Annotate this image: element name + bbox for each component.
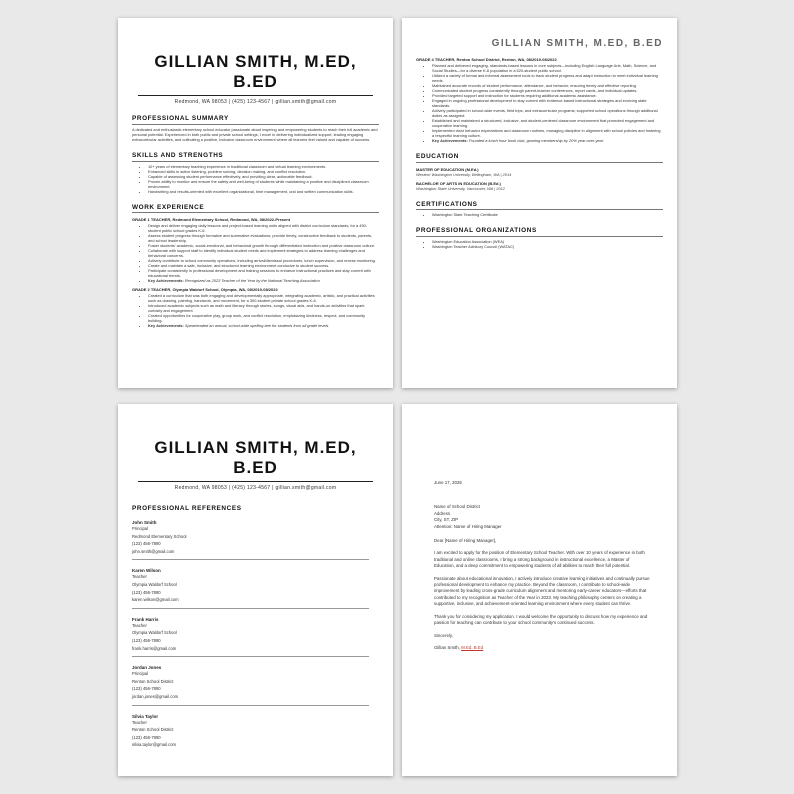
cover-letter-page [402, 404, 677, 776]
references-heading: PROFESSIONAL REFERENCES [132, 505, 242, 512]
address-line: Name of School District [434, 504, 480, 510]
reference-divider [132, 705, 369, 706]
letter-greeting: Dear [Name of Hiring Manager], [434, 538, 497, 544]
degree-school: Western Washington University, Bellingham, WA | 2014 [416, 171, 512, 177]
duty-item: • Foster students' academic, social-emotional, and behavioral growth through differentiated instruction and positive classroom culture. [148, 243, 379, 248]
reference-name: John Smith [132, 520, 157, 525]
duty-item: • Created opportunities for cooperative play, group work, and conflict resolution, emphasizing kindness, respect, and community building. [148, 313, 379, 323]
duty-item: • Participate consistently in professional development and training sessions to enhance instructional practices and stay current with educational trends. [148, 268, 379, 278]
duty-item: • Introduced academic subjects such as math and literacy through stories, songs, visual aids, and hands-on activities that spark curiosity and engagement. [148, 303, 379, 313]
key-achievement [148, 278, 379, 283]
duty-item: • Create and maintain a safe, inclusive, and structured learning environment conducive to student success. [148, 263, 379, 268]
letter-paragraph: I am excited to apply for the position of Elementary School Teacher. With over 10 years of experience in both traditional and online classrooms, I bring a strong background in instructional excellence, a Master of Education, and a deep commitment to empowering students of all abilities to reach their full potential. [434, 550, 645, 569]
duty-item: • Collaborate with support staff to identify individual student needs and implement strategies to address learning challenges and behavioral concerns. [148, 248, 379, 258]
reference-entry [132, 617, 379, 657]
duty-item: • Actively participated in school-wide events, field trips, and extracurricular programs; supported school operations through additional duties as assigned. [432, 108, 663, 118]
organizations-list [416, 239, 663, 249]
resume-name: GILLIAN SMITH, M.ED, B.ED [154, 52, 357, 91]
section-divider [416, 209, 663, 210]
reference-entry [132, 520, 379, 560]
resume-contact: Redmond, WA 98053 | (425) 123-4567 | gillian.smith@gmail.com [174, 99, 337, 105]
duty-item: • Actively contribute to school community operations, including arrival/dismissal procedures, lunch supervision, and recess monitoring. [148, 258, 379, 263]
address-line: Attention: Name of Hiring Manager [434, 523, 502, 529]
skills-list [132, 164, 379, 194]
job-title: GRADE 1 TEACHER, Redmond Elementary School, Redmond, WA, 08/2022-Present [132, 217, 291, 223]
resume-page-2 [402, 18, 677, 388]
reference-email: john.smith@gmail.com [132, 548, 175, 554]
skills-heading: SKILLS AND STRENGTHS [132, 152, 224, 160]
duty-item: • Implemented clear behavior expectations and classroom routines, managing discipline in alignment with school policies and fostering a respectful learning culture. [432, 128, 663, 138]
reference-phone: (123) 456-7890 [132, 686, 161, 692]
summary-heading: PROFESSIONAL SUMMARY [132, 115, 229, 122]
ka-label: Key Achievements: [148, 278, 184, 284]
reference-role: Teacher [132, 622, 147, 628]
reference-org: Renton School District [132, 727, 174, 733]
reference-divider [132, 559, 369, 560]
organization-item: • Washington Teacher Advisory Council (WATAC) [432, 244, 663, 249]
certifications-heading: CERTIFICATIONS [416, 200, 478, 208]
reference-role: Teacher [132, 574, 147, 580]
key-achievement [148, 323, 379, 328]
job-duties [132, 293, 379, 328]
letter-paragraph: Thank you for considering my application. I would welcome the opportunity to discuss how my experience and passion for teaching can contribute to your school community's continued success. [434, 613, 648, 626]
organization-item: • Washington Education Association (WEA) [432, 239, 663, 244]
section-divider [132, 124, 379, 125]
reference-name: Silvia Taylor [132, 713, 159, 719]
certification-item: • Washington State Teaching Certificate [432, 212, 663, 217]
job-title: GRADE 4 TEACHER, Renton School District, Renton, WA, 08/2019-08/2022 [416, 57, 557, 62]
letter-date: June 17, 2025 [434, 480, 462, 485]
organizations-heading: PROFESSIONAL ORGANIZATIONS [416, 227, 537, 234]
reference-org: Olympia Waldorf School [132, 630, 177, 636]
reference-role: Principal [132, 671, 149, 677]
key-achievement [432, 138, 663, 143]
name-divider [138, 95, 373, 96]
reference-divider [132, 608, 369, 609]
reference-email: jordan.jones@gmail.com [132, 693, 179, 699]
reference-entry [132, 568, 379, 608]
duty-item: • Provided targeted support and instruction for students requiring additional academic assistance. [432, 93, 663, 98]
job-duties [132, 223, 379, 283]
section-divider [416, 162, 663, 163]
summary-text: A dedicated and enthusiastic elementary school educator passionate about inspiring and empowering students to reach their full academic and personal potential. Experienced in both public and private school settings, I excel in delivering individualized support, leading engaging extracurricular activities, and cultivating a positive, inclusive classroom environment where all learners feel valued and capable of success. [132, 126, 378, 142]
reference-role: Principal [132, 526, 149, 531]
degree-school: Washington State University, Vancouver, WA | 2012 [416, 185, 505, 191]
ka-label: Key Achievements: [432, 138, 468, 143]
letter-paragraph: Passionate about educational innovation, I actively introduce creative learning initiatives and continually pursue professional development to enhance my practice. Beyond the classroom, I contribute to school-wide improvement by leading cross-grade curriculum alignment and mentoring early-career educators—efforts that contributed to my recognition as Teacher of the Year in 2023. My teaching philosophy centers on creating a supportive, inclusive, and achievement-oriented learning environment where every student can thrive. [434, 575, 650, 607]
ka-text: Founded a lunch hour book club, growing membership by 20% year-over-year. [468, 138, 604, 143]
address-line: City, ST, ZIP [434, 517, 459, 523]
duty-item: • Assess student progress through formative and summative evaluations; provide timely, constructive feedback to students, parents, and school leadership. [148, 233, 379, 243]
address-line: Address [434, 510, 451, 516]
reference-name: Frank Harris [132, 616, 159, 622]
ka-text: Spearheaded an annual, school-wide spelling bee for students from all grade levels. [184, 323, 330, 329]
reference-email: karen.wilson@gmail.com [132, 597, 179, 603]
reference-name: Karen Wilson [132, 568, 161, 574]
reference-entry [132, 665, 379, 705]
reference-org: Olympia Waldorf School [132, 581, 177, 587]
references-name: GILLIAN SMITH, M.ED, B.ED [154, 438, 357, 477]
reference-email: silvia.taylor@gmail.com [132, 742, 177, 748]
skill-item: • Enhanced skills in active listening, problem solving, decision making, and conflict resolution. [148, 169, 379, 174]
duty-item: • Established and maintained a structured, inclusive, and student-centered classroom environment that promoted engagement and cooperative learning. [432, 118, 663, 128]
skill-item: • 10+ years of elementary teaching experience in traditional classroom and virtual learning environments. [148, 164, 379, 169]
work-heading: WORK EXPERIENCE [132, 203, 205, 211]
duty-item: • Engaged in ongoing professional development to stay current with evidence-based instructional strategies and evolving state standards. [432, 98, 663, 108]
section-divider [132, 161, 379, 162]
signature-name: Gillian Smith, [434, 644, 462, 650]
reference-org: Redmond Elementary School [132, 533, 187, 539]
duty-item: • Utilized a variety of formal and informal assessment tools to track student progress and adapt instruction to meet individual learning needs. [432, 73, 663, 83]
reference-phone: (123) 456-7890 [132, 637, 161, 643]
skill-item: • Proven ability to monitor and ensure the safety and well-being of students while maintaining a positive and disciplined classroom environment. [148, 179, 379, 189]
duty-item: • Maintained accurate records of student performance, attendance, and behavior, ensuring timely and effective reporting. [432, 83, 663, 88]
reference-email: frank.harris@gmail.com [132, 645, 177, 651]
reference-entry [132, 714, 379, 749]
letter-body [434, 538, 651, 651]
reference-phone: (123) 456-7890 [132, 589, 161, 595]
skill-item: • Handwriting and results-oriented with excellent organizational, time management, oral and written communication skills. [148, 189, 379, 194]
skill-item: • Capable of assessing student performance effectively, and providing clear, actionable feedback. [148, 174, 379, 179]
duty-item: • Planned and delivered engaging, standards-based lessons in core subjects—including English Language Arts, Math, Science, and Social Studies—for a diverse K-6 population in a 520-student public school. [432, 63, 663, 73]
name-divider [138, 481, 373, 482]
duty-item: • Created a curriculum that was both engaging and developmentally appropriate, integrating academic, artistic, and practical activities such as drawing, painting, handwork, and movement, for a 300-student private school grades K-6. [148, 293, 379, 303]
letter-signature [434, 645, 651, 651]
reference-role: Teacher [132, 719, 147, 725]
duty-item: • Design and deliver engaging daily lessons and project-based learning units aligned with district curriculum standards, for a 450-student public school grades K-6. [148, 223, 379, 233]
reference-divider [132, 656, 369, 657]
section-divider [132, 212, 379, 213]
reference-name: Jordan Jones [132, 665, 162, 671]
letter-address [434, 504, 651, 530]
reference-phone: (123) 456-7890 [132, 734, 161, 740]
letter-closing: Sincerely, [434, 632, 453, 638]
job-title: GRADE 2 TEACHER, Olympia Waldorf School, Olympia, WA, 08/2019-08/2022 [132, 287, 278, 293]
degree: MASTER OF EDUCATION (M.Ed.) [416, 166, 479, 172]
resume-name-header: GILLIAN SMITH, M.ED, B.ED [491, 38, 663, 49]
ka-text: Recognized as 2023 Teacher of the Year by the National Teaching Association [184, 278, 320, 284]
duty-item: • Communicated student progress consistently through parent-teacher conferences, report cards, and individual updates. [432, 88, 663, 93]
signature-credentials: M.Ed, B.Ed [461, 644, 484, 650]
job-duties [416, 63, 663, 143]
certifications-list [416, 212, 663, 217]
ka-label: Key Achievements: [148, 323, 184, 329]
resume-page-1 [118, 18, 393, 388]
education-heading: EDUCATION [416, 153, 459, 160]
section-divider [416, 236, 663, 237]
reference-org: Renton School District [132, 678, 174, 684]
degree: BACHELOR OF ARTS IN EDUCATION (B.Ed.) [416, 180, 501, 186]
references-contact: Redmond, WA 98053 | (425) 123-4567 | gillian.smith@gmail.com [174, 485, 337, 491]
reference-phone: (123) 456-7890 [132, 541, 161, 547]
references-page [118, 404, 393, 776]
